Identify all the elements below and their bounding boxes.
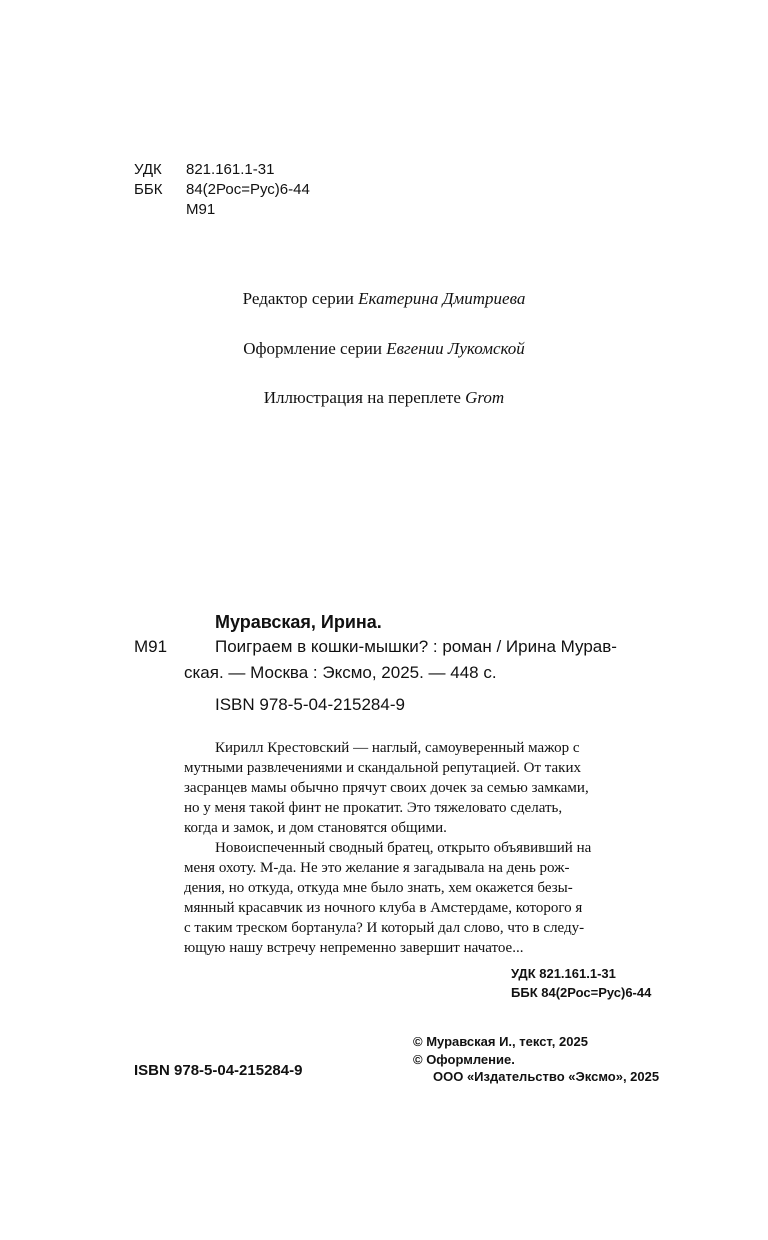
annotation-line: мянный красавчик из ночного клуба в Амстердаме, которого я: [184, 900, 583, 916]
bbk-key: ББК: [134, 181, 163, 198]
annotation-paragraph-2: [184, 838, 685, 958]
udk-row: [134, 160, 274, 180]
series-design-credit: [0, 338, 768, 360]
annotation-line: Новоиспеченный сводный братец, открыто объявивший на: [215, 840, 592, 856]
illustration-credit: [0, 387, 768, 409]
illustration-name: Grom: [465, 388, 505, 407]
footer-udk: УДК 821.161.1-31: [511, 966, 616, 981]
udk-value: 821.161.1-31: [186, 161, 275, 178]
annotation-line: но у меня такой финт не прокатит. Это тяжеловато сделать,: [184, 800, 563, 816]
bbk-row: [134, 180, 310, 200]
author-heading: Муравская, Ирина.: [215, 612, 382, 632]
series-editor-label: Редактор серии: [242, 289, 354, 308]
copyright-text: © Муравская И., текст, 2025: [413, 1034, 588, 1049]
author-mark-top: М91: [186, 201, 216, 218]
annotation-line: дения, но откуда, откуда мне было знать, хем окажется безы-: [184, 880, 573, 896]
author-mark: М91: [134, 637, 168, 656]
isbn-main: ISBN 978-5-04-215284-9: [215, 695, 405, 714]
annotation-line: меня охоту. М-да. Не это желание я загадывала на день рож-: [184, 860, 570, 876]
copyright-publisher: ООО «Издательство «Эксмо», 2025: [433, 1069, 660, 1084]
annotation-line: с таким треском бортанула? И который дал слово, что в следу-: [184, 920, 585, 936]
title-line-1: Поиграем в кошки-мышки? : роман / Ирина Мурав-: [215, 637, 617, 656]
annotation-line: Кирилл Крестовский — наглый, самоуверенный мажор с: [215, 740, 580, 756]
isbn-footer: ISBN 978-5-04-215284-9: [134, 1062, 303, 1079]
footer-bbk: ББК 84(2Рос=Рус)6-44: [511, 985, 652, 1000]
annotation-line: ющую нашу встречу непременно завершит начатое...: [184, 940, 524, 956]
annotation-line: мутными развлечениями и скандальной репутацией. От таких: [184, 760, 581, 776]
illustration-label: Иллюстрация на переплете: [263, 388, 461, 407]
series-design-name: Евгении Лукомской: [386, 339, 525, 358]
annotation-line: когда и замок, и дом становятся общими.: [184, 820, 447, 836]
series-design-label: Оформление серии: [243, 339, 382, 358]
title-line-2: ская. — Москва : Эксмо, 2025. — 448 с.: [184, 663, 497, 682]
copyright-design: © Оформление.: [413, 1052, 515, 1067]
bbk-value: 84(2Рос=Рус)6-44: [186, 181, 310, 198]
series-editor-credit: [0, 288, 768, 310]
annotation-line: засранцев мамы обычно прячут своих дочек за семью замками,: [184, 780, 589, 796]
series-editor-name: Екатерина Дмитриева: [358, 289, 526, 308]
annotation-paragraph-1: [184, 738, 685, 838]
udk-key: УДК: [134, 161, 162, 178]
